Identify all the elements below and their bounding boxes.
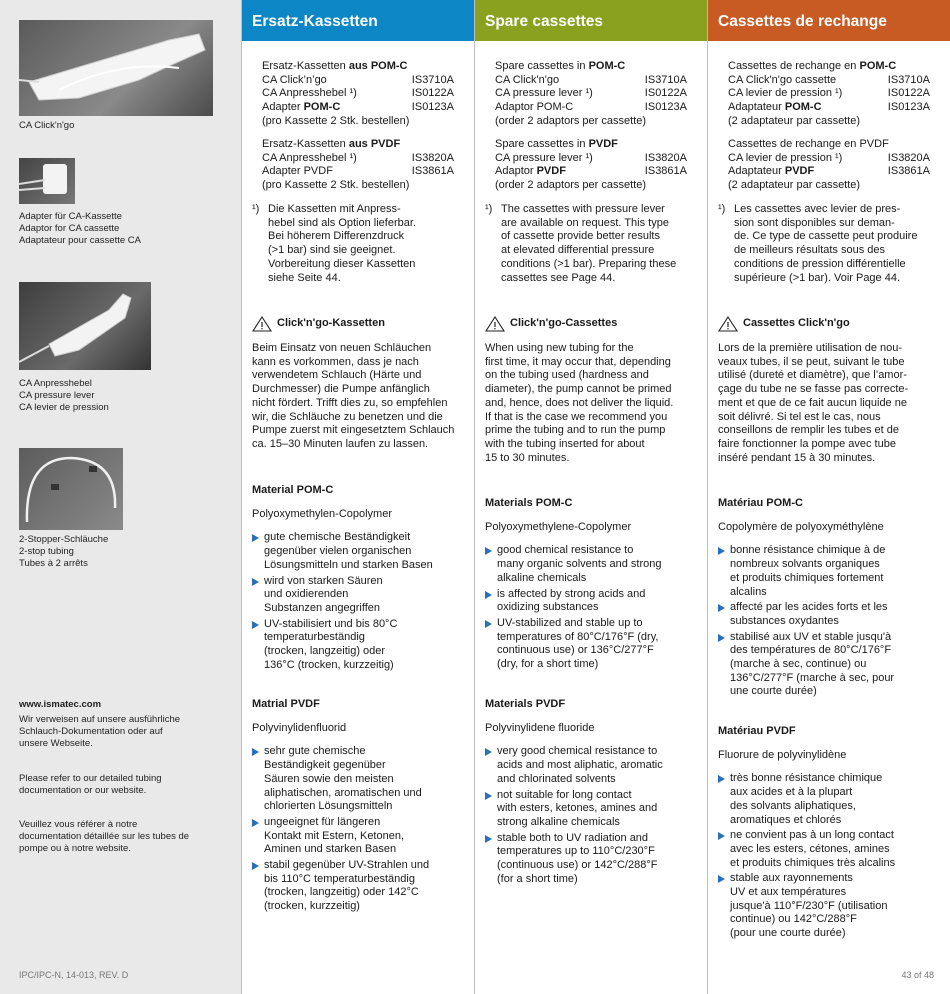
part-row: CA levier de pression ¹) IS3820A (728, 151, 930, 164)
pvdf-group (718, 138, 940, 193)
column-header: Spare cassettes (475, 0, 707, 41)
footnote: ¹) Die Kassetten mit Anpress- hebel sind als Option lieferbar. Bei höherem Differenzdruck (>1 bar) sind sie geeignet. Vorbereitung dieser Kassetten siehe Seite 44. (252, 203, 416, 284)
website-link[interactable]: www.ismatec.com (19, 699, 102, 710)
group-title: Cassettes de rechange en PVDF (728, 138, 889, 150)
pvdf-group (252, 138, 464, 193)
footnote: ¹) The cassettes with pressure lever are available on request. This type of cassette provide better results at elevated differential pressure conditions (>1 bar). Preparing these cassettes see Page 44. (485, 203, 677, 284)
footer-page-number: 43 of 48 (901, 970, 934, 980)
warning-title: Click'n'go-Kassetten (252, 316, 464, 332)
part-row: Adapter POM-C IS0123A (262, 101, 454, 114)
part-row: CA Click'n'go cassette IS3710A (728, 73, 930, 86)
pom-group (485, 60, 697, 129)
warning-block (485, 316, 697, 465)
list-item: gute chemische Beständigkeit gegenüber vielen organischen Lösungsmitteln und starken Basen (252, 531, 464, 572)
order-note: (pro Kassette 2 Stk. bestellen) (262, 114, 410, 127)
list-item: stabil gegenüber UV-Strahlen und bis 110°C temperaturbeständig (trocken, langzeitig) oder 142°C (trocken, kurzzeitig) (252, 859, 464, 914)
footnote: ¹) Les cassettes avec levier de pres- sion sont disponibles sur deman- de. Ce type de cassette peut produire de meilleurs résultats sous des conditions de pression différentielle supérieure (>1 bar). Voir Page 44. (718, 203, 918, 284)
list-item: stabilisé aux UV et stable jusqu'à des températures de 80°C/176°F (marche à sec, continue) ou 136°C/277°F (marche à sec, pour une courte durée) (718, 631, 940, 700)
list-item: very good chemical resistance to acids and most aliphatic, aromatic and chlorinated solvents (485, 745, 697, 786)
list-item: stable aux rayonnements UV et aux températures jusque'à 110°F/230°F (utilisation continue) ou 142°C/288°F (pour une courte durée) (718, 872, 940, 941)
material-title: Materials POM-C (485, 497, 573, 509)
part-row: CA Anpresshebel ¹) IS0122A (262, 87, 454, 100)
list-item: bonne résistance chimique à de nombreux solvants organiques et produits chimiques fortement alcalins (718, 544, 940, 599)
material-title: Materials PVDF (485, 698, 566, 710)
list-item: is affected by strong acids and oxidizing substances (485, 588, 697, 615)
material-pvdf (252, 698, 464, 916)
order-note: (2 adaptateur par cassette) (728, 114, 861, 127)
list-item: ungeeignet für längeren Kontakt mit Estern, Ketonen, Aminen und starken Basen (252, 816, 464, 857)
material-title: Matériau POM-C (718, 497, 803, 509)
pom-group (252, 60, 464, 129)
part-row: CA pressure lever ¹) IS3820A (495, 151, 687, 164)
pom-group (718, 60, 940, 129)
web-note-en: Please refer to our detailed tubing documentation or our website. (19, 773, 162, 796)
material-title: Matériau PVDF (718, 725, 796, 737)
warning-text: Lors de la première utilisation de nou- veaux tubes, il se peut, suivant le tube utilisé (dureté et diamètre), que l’amor- çage du tube ne se fasse pas correcte- ment et que de ce fait aucun liquide ne soit délivré. Si tel est le cas, nous conseillons de remplir les tubes et de faire fonctionner la pompe avec tube inséré pendant 15 à 30 minutes. (718, 342, 909, 464)
part-row: CA Click'n'go IS3710A (495, 73, 687, 86)
order-note: (2 adaptateur par cassette) (728, 179, 861, 192)
material-subtitle: Fluorure de polyvinylidène (718, 748, 847, 761)
list-item: wird von starken Säuren und oxidierenden Substanzen angegriffen (252, 575, 464, 616)
tubing-image (19, 448, 123, 530)
list-item: très bonne résistance chimique aux acides et à la plupart des solvants aliphatiques, aromatiques et chlorés (718, 772, 940, 827)
order-note: (pro Kassette 2 Stk. bestellen) (262, 179, 410, 192)
warning-text: When using new tubing for the first time, it may occur that, depending on the tubing used (hardness and diameter), the pump cannot be primed and, hence, does not deliver the liquid. If that is the case we recommend you prime the tubing and to run the pump with the tubing inserted for about 15 to 30 minutes. (485, 342, 674, 464)
caption-tubing: 2-Stopper-Schläuche 2-stop tubing Tubes à 2 arrêts (19, 534, 109, 569)
material-pom (252, 484, 464, 674)
list-item: not suitable for long contact with esters, ketones, amines and strong alkaline chemicals (485, 789, 697, 830)
order-note: (order 2 adaptors per cassette) (495, 179, 647, 192)
material-pom (718, 497, 940, 701)
column-header: Cassettes de rechange (708, 0, 950, 41)
pressure-lever-image (19, 282, 151, 370)
group-title: Ersatz-Kassetten aus POM-C (262, 60, 408, 72)
part-row: CA Anpresshebel ¹) IS3820A (262, 151, 454, 164)
warning-title: Cassettes Click'n'go (718, 316, 940, 332)
web-note-de: Wir verweisen auf unsere ausführliche Schlauch-Dokumentation oder auf unsere Webseite. (19, 714, 181, 749)
list-item: sehr gute chemische Beständigkeit gegenüber Säuren sowie den meisten aliphatischen, aromatischen und chlorierten Lösungsmitteln (252, 745, 464, 814)
column-header: Ersatz-Kassetten (242, 0, 474, 41)
group-title: Ersatz-Kassetten aus PVDF (262, 138, 401, 150)
list-item: stable both to UV radiation and temperatures up to 110°C/230°F (continuous use) or 142°C/288°F (for a short time) (485, 832, 697, 887)
material-subtitle: Copolymère de polyoxyméthylène (718, 520, 884, 533)
group-title: Spare cassettes in PVDF (495, 138, 618, 150)
warning-block (252, 316, 464, 452)
warning-block (718, 316, 940, 465)
list-item: affecté par les acides forts et les substances oxydantes (718, 601, 940, 628)
material-pom (485, 497, 697, 674)
material-title: Material POM-C (252, 484, 334, 496)
sidebar (0, 0, 241, 994)
pvdf-group (485, 138, 697, 193)
material-subtitle: Polyvinylidenfluorid (252, 721, 347, 734)
order-note: (order 2 adaptors per cassette) (495, 114, 647, 127)
cassette-clickngo-image (19, 20, 213, 116)
warning-title: Click'n'go-Cassettes (485, 316, 697, 332)
adapter-image (19, 158, 75, 204)
caption-pressure-lever: CA Anpresshebel CA pressure lever CA levier de pression (19, 378, 109, 413)
list-item: ne convient pas à un long contact avec les esters, cétones, amines et produits chimiques très alcalins (718, 829, 940, 870)
part-row: Adaptateur POM-C IS0123A (728, 101, 930, 114)
group-title: Spare cassettes in POM-C (495, 60, 626, 72)
list-item: UV-stabilisiert und bis 80°C temperaturbeständig (trocken, langzeitig) oder 136°C (trocken, kurzzeitig) (252, 618, 464, 673)
part-row: Adapter PVDF IS3861A (262, 165, 454, 178)
web-note-fr: Veuillez vous référer à notre documentation détaillée sur les tubes de pompe ou à notre website. (19, 819, 190, 854)
warning-icon (252, 316, 272, 332)
warning-icon (718, 316, 738, 332)
part-row: CA Click’n’go IS3710A (262, 73, 454, 86)
list-item: good chemical resistance to many organic solvents and strong alkaline chemicals (485, 544, 697, 585)
warning-text: Beim Einsatz von neuen Schläuchen kann es vorkommen, dass je nach verwendetem Schlauch (Härte und Durchmesser) die Pumpe anfänglich nicht fördert. Trifft dies zu, so empfehlen wir, die Schläuche zu benetzen und die Pumpe zuerst mit eingesetztem Schlauch ca. 15–30 Minuten laufen zu lassen. (252, 342, 455, 450)
part-row: Adaptateur PVDF IS3861A (728, 165, 930, 178)
material-subtitle: Polyvinylidene fluoride (485, 721, 595, 734)
warning-icon (485, 316, 505, 332)
part-row: CA pressure lever ¹) IS0122A (495, 87, 687, 100)
part-row: Adaptor POM-C IS0123A (495, 101, 687, 114)
part-row: Adaptor PVDF IS3861A (495, 165, 687, 178)
column-de (242, 0, 474, 994)
caption-clickngo: CA Click'n'go (19, 120, 75, 131)
material-pvdf (485, 698, 697, 888)
material-subtitle: Polyoxymethylen-Copolymer (252, 507, 392, 520)
column-fr (708, 0, 950, 994)
list-item: UV-stabilized and stable up to temperatures of 80°C/176°F (dry, continuous use) or 136°C/277°F (dry, for a short time) (485, 617, 697, 672)
footer-doc-id: IPC/IPC-N, 14-013, REV. D (19, 970, 129, 980)
part-row: CA levier de pression ¹) IS0122A (728, 87, 930, 100)
material-pvdf (718, 725, 940, 943)
column-en (475, 0, 707, 994)
material-title: Matrial PVDF (252, 698, 320, 710)
group-title: Cassettes de rechange en POM-C (728, 60, 897, 72)
caption-adapter: Adapter für CA-Kassette Adaptor for CA cassette Adaptateur pour cassette CA (19, 211, 141, 246)
material-subtitle: Polyoxymethylene-Copolymer (485, 520, 632, 533)
